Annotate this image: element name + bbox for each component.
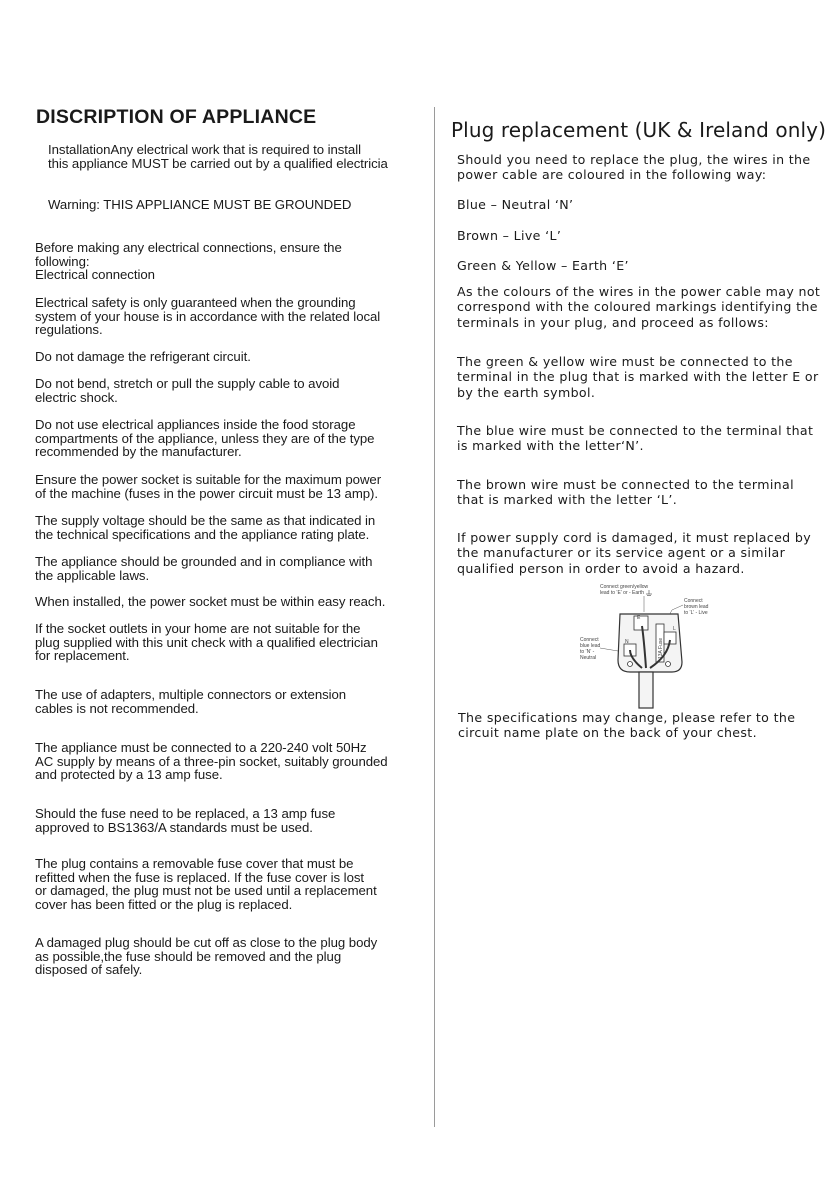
left-paragraph: Electrical safety is only guaranteed when the grounding system of your house is in accordance with the related local regulations.: [35, 295, 381, 338]
left-paragraph: When installed, the power socket must be within easy reach.: [35, 594, 386, 609]
left-paragraph: Do not damage the refrigerant circuit.: [35, 349, 251, 364]
right-paragraph: The blue wire must be connected to the terminal that is marked with the letter‘N’.: [457, 423, 814, 454]
earth-symbol-icon: [646, 590, 652, 596]
live-label-line3: to ‘L’ - Live: [684, 610, 708, 616]
left-paragraph: The appliance should be grounded and in compliance with the applicable laws.: [35, 554, 373, 583]
left-paragraph: Before making any electrical connections, ensure the following: Electrical connection: [35, 240, 342, 283]
right-paragraph: Blue – Neutral ‘N’: [457, 197, 574, 212]
plug-wiring-diagram: [572, 580, 722, 710]
live-label-line2: brown lead: [684, 604, 709, 610]
earth-label-line2: lead to ‘E’ or - Earth: [600, 590, 645, 596]
fuse-label: 13A Fuse: [658, 637, 664, 659]
right-paragraph: If power supply cord is damaged, it must replaced by the manufacturer or its service agent or a similar qualified person in order to avoid a hazard.: [457, 530, 812, 576]
terminal-e-label: E: [637, 615, 641, 621]
right-heading: Plug replacement (UK & Ireland only): [451, 118, 827, 142]
neutral-label-line4: Neutral: [580, 655, 597, 661]
left-paragraph: Should the fuse need to be replaced, a 13 amp fuse approved to BS1363/A standards must be used.: [35, 806, 336, 835]
live-label-line1: Connect: [684, 598, 703, 604]
right-paragraph: Green & Yellow – Earth ‘E’: [457, 258, 629, 273]
terminal-l-label: L: [673, 626, 676, 632]
left-paragraph: The supply voltage should be the same as that indicated in the technical specifications and the appliance rating plate.: [35, 513, 376, 542]
right-paragraph: As the colours of the wires in the power cable may not correspond with the coloured markings identifying the terminals in your plug, and proceed as follows:: [457, 284, 821, 330]
warning-note: Warning: THIS APPLIANCE MUST BE GROUNDED: [48, 197, 352, 212]
neutral-label-line2: blue lead: [580, 643, 601, 649]
right-paragraph: The green & yellow wire must be connected to the terminal in the plug that is marked with the letter E or by the earth symbol.: [457, 354, 819, 400]
left-paragraph: The use of adapters, multiple connectors or extension cables is not recommended.: [35, 687, 347, 716]
right-paragraph: Should you need to replace the plug, the wires in the power cable are coloured in the following way:: [457, 152, 811, 183]
footer-note: The specifications may change, please refer to the circuit name plate on the back of your chest.: [458, 710, 796, 741]
left-paragraph: The plug contains a removable fuse cover that must be refitted when the fuse is replaced. If the fuse cover is lost or damaged, the plug must not be used until a replacement cover has been fitted or the plug is replaced.: [35, 856, 377, 912]
left-paragraph: Ensure the power socket is suitable for the maximum power of the machine (fuses in the power circuit must be 13 amp).: [35, 472, 382, 501]
right-paragraph: Brown – Live ‘L’: [457, 228, 562, 243]
plug-cable: [639, 672, 653, 708]
left-paragraph: The appliance must be connected to a 220-240 volt 50Hz AC supply by means of a three-pin socket, suitably grounded and protected by a 13 amp fuse.: [35, 740, 388, 783]
earth-label-line1: Connect green/yellow: [600, 584, 649, 590]
left-paragraph: A damaged plug should be cut off as close to the plug body as possible,the fuse should be removed and the plug disposed of safely.: [35, 935, 378, 978]
right-paragraph: The brown wire must be connected to the terminal that is marked with the letter ‘L’.: [457, 477, 794, 508]
terminal-n-label: N: [625, 639, 629, 645]
neutral-label-line3: to ‘N’ -: [580, 649, 595, 655]
column-divider: [434, 107, 435, 1127]
left-paragraph: Do not use electrical appliances inside the food storage compartments of the appliance, unless they are of the type recommended by the manufacturer.: [35, 417, 375, 460]
left-heading: DISCRIPTION OF APPLIANCE: [36, 106, 317, 128]
neutral-label-line1: Connect: [580, 637, 599, 643]
left-paragraph: Do not bend, stretch or pull the supply cable to avoid electric shock.: [35, 376, 340, 405]
left-paragraph: If the socket outlets in your home are not suitable for the plug supplied with this unit check with a qualified electrician for replacement.: [35, 621, 378, 664]
installation-note: InstallationAny electrical work that is required to install this appliance MUST be carried out by a qualified electricia: [48, 142, 388, 171]
